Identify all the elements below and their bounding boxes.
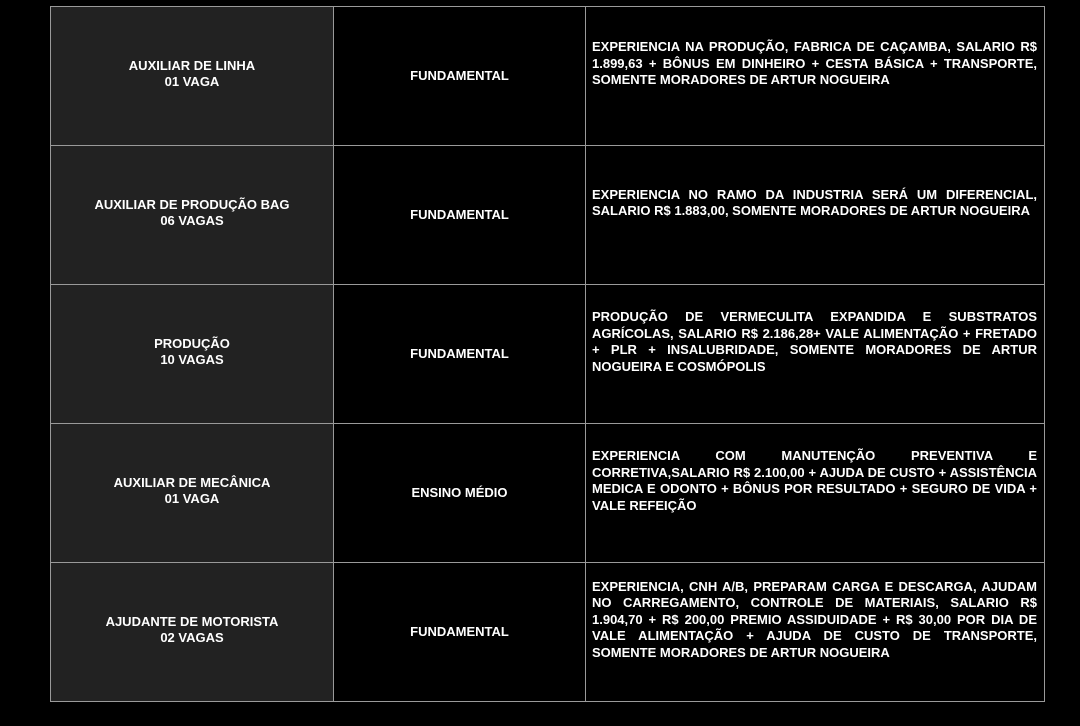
table-row: [51, 563, 1045, 702]
description-cell: [586, 285, 1045, 424]
education-cell: [334, 424, 586, 563]
role-vacancies: 10 VAGAS: [160, 352, 224, 367]
education-level: ENSINO MÉDIO: [411, 484, 508, 500]
role-cell: [51, 7, 334, 146]
education-level: FUNDAMENTAL: [410, 67, 509, 83]
role-vacancies: 01 VAGA: [164, 491, 220, 506]
education-cell: [334, 7, 586, 146]
job-listings-table: [50, 6, 1045, 702]
role-title: PRODUÇÃO: [154, 335, 230, 351]
role-vacancies: 02 VAGAS: [160, 630, 224, 645]
role-cell: [51, 424, 334, 563]
education-level: FUNDAMENTAL: [410, 206, 509, 222]
table-row: [51, 424, 1045, 563]
job-description: EXPERIENCIA COM MANUTENÇÃO PREVENTIVA E CORRETIVA,SALARIO R$ 2.100,00 + AJUDA DE CUSTO + ASSISTÊNCIA MEDICA E ODONTO + BÔNUS POR RESULTADO + SEGURO DE VIDA + VALE REFEIÇÃO: [592, 448, 1037, 513]
description-cell: [586, 563, 1045, 702]
table-row: [51, 7, 1045, 146]
table-row: [51, 285, 1045, 424]
role-cell: [51, 146, 334, 285]
role-cell: [51, 563, 334, 702]
job-description: EXPERIENCIA NO RAMO DA INDUSTRIA SERÁ UM DIFERENCIAL, SALARIO R$ 1.883,00, SOMENTE MORADORES DE ARTUR NOGUEIRA: [592, 186, 1037, 218]
role-vacancies: 01 VAGA: [164, 74, 220, 89]
description-cell: [586, 424, 1045, 563]
education-level: FUNDAMENTAL: [410, 623, 509, 639]
role-title: AJUDANTE DE MOTORISTA: [105, 613, 279, 629]
job-description: EXPERIENCIA NA PRODUÇÃO, FABRICA DE CAÇAMBA, SALARIO R$ 1.899,63 + BÔNUS EM DINHEIRO + CESTA BÁSICA + TRANSPORTE, SOMENTE MORADORES DE ARTUR NOGUEIRA: [592, 39, 1037, 88]
role-cell: [51, 285, 334, 424]
education-level: FUNDAMENTAL: [410, 345, 509, 361]
education-cell: [334, 285, 586, 424]
role-title: AUXILIAR DE MECÂNICA: [113, 474, 271, 490]
job-description: EXPERIENCIA, CNH A/B, PREPARAM CARGA E DESCARGA, AJUDAM NO CARREGAMENTO, CONTROLE DE MATERIAIS, SALARIO R$ 1.904,70 + R$ 200,00 PREMIO ASSIDUIDADE + R$ 30,00 POR DIA DE VALE ALIMENTAÇÃO + AJUDA DE CUSTO DE TRANSPORTE, SOMENTE MORADORES DE ARTUR NOGUEIRA: [592, 578, 1037, 660]
role-title: AUXILIAR DE LINHA: [128, 57, 256, 73]
description-cell: [586, 146, 1045, 285]
role-title: AUXILIAR DE PRODUÇÃO BAG: [94, 196, 290, 212]
table-row: [51, 146, 1045, 285]
education-cell: [334, 563, 586, 702]
description-cell: [586, 7, 1045, 146]
education-cell: [334, 146, 586, 285]
job-description: PRODUÇÃO DE VERMECULITA EXPANDIDA E SUBSTRATOS AGRÍCOLAS, SALARIO R$ 2.186,28+ VALE ALIMENTAÇÃO + FRETADO + PLR + INSALUBRIDADE, SOMENTE MORADORES DE ARTUR NOGUEIRA E COSMÓPOLIS: [592, 309, 1037, 374]
role-vacancies: 06 VAGAS: [160, 213, 224, 228]
